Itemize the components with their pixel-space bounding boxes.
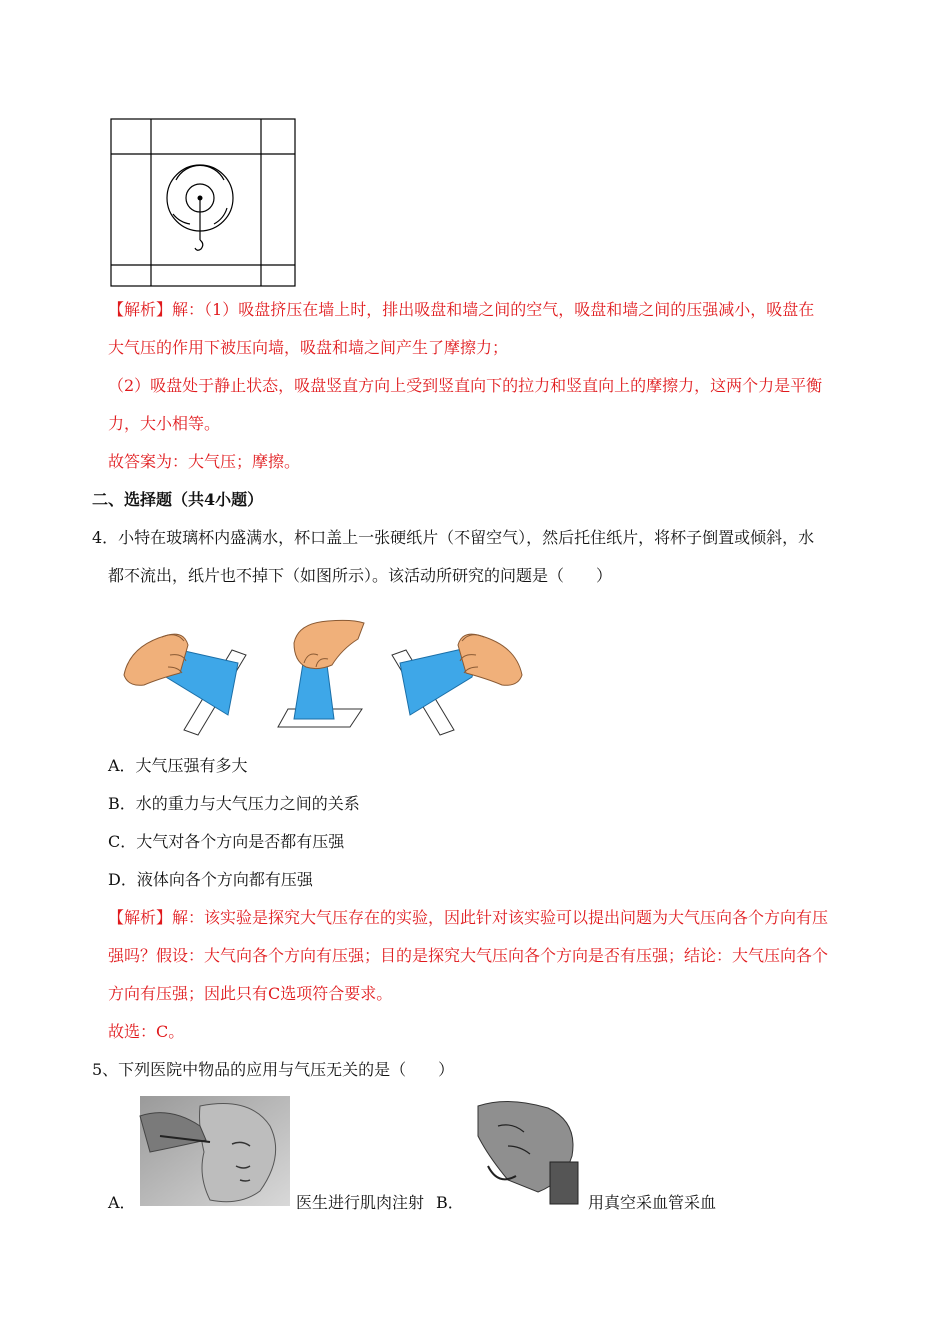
option-b-letter: B．	[436, 1193, 464, 1212]
injection-photo	[140, 1096, 290, 1206]
blood-draw-photo	[468, 1096, 584, 1206]
option-c: C．大气对各个方向是否都有压强	[108, 832, 345, 851]
cup-experiment-figure	[118, 615, 528, 733]
suction-cup-figure	[110, 118, 296, 288]
analysis-line: 解：（1）吸盘挤压在墙上时，排出吸盘和墙之间的空气，吸盘和墙之间的压强减小，吸盘在	[172, 300, 815, 319]
analysis-line: 方向有压强；因此只有C选项符合要求。	[108, 984, 393, 1003]
analysis-tag: 【解析】	[108, 908, 173, 927]
question-stem: 5、下列医院中物品的应用与气压无关的是（ ）	[92, 1060, 455, 1079]
question-stem: 都不流出，纸片也不掉下（如图所示）。该活动所研究的问题是（ ）	[108, 566, 613, 585]
answer-line: 故选：C。	[108, 1022, 185, 1041]
option-a-letter: A．	[108, 1193, 136, 1212]
analysis-line: 强吗？假设：大气向各个方向有压强；目的是探究大气压向各个方向是否有压强；结论：大气压向各个	[108, 946, 829, 965]
analysis-tag: 【解析】	[108, 300, 173, 319]
option-d: D．液体向各个方向都有压强	[108, 870, 313, 889]
section-title: 二、选择题（共4小题）	[92, 490, 264, 509]
analysis-line: （2）吸盘处于静止状态，吸盘竖直方向上受到竖直向下的拉力和竖直向上的摩擦力，这两个力是平衡	[108, 376, 823, 395]
analysis-line: 解：该实验是探究大气压存在的实验，因此针对该实验可以提出问题为大气压向各个方向有压	[172, 908, 829, 927]
question-stem: 4．小特在玻璃杯内盛满水，杯口盖上一张硬纸片（不留空气），然后托住纸片，将杯子倒置或倾斜，水	[92, 528, 815, 547]
option-a: A．大气压强有多大	[108, 756, 248, 775]
analysis-line: 力，大小相等。	[108, 414, 221, 433]
answer-line: 故答案为：大气压；摩擦。	[108, 452, 301, 471]
analysis-line: 大气压的作用下被压向墙，吸盘和墙之间产生了摩擦力；	[108, 338, 509, 357]
option-b-text: 用真空采血管采血	[588, 1193, 717, 1212]
option-a-text: 医生进行肌肉注射	[296, 1193, 425, 1212]
option-b: B．水的重力与大气压力之间的关系	[108, 794, 360, 813]
